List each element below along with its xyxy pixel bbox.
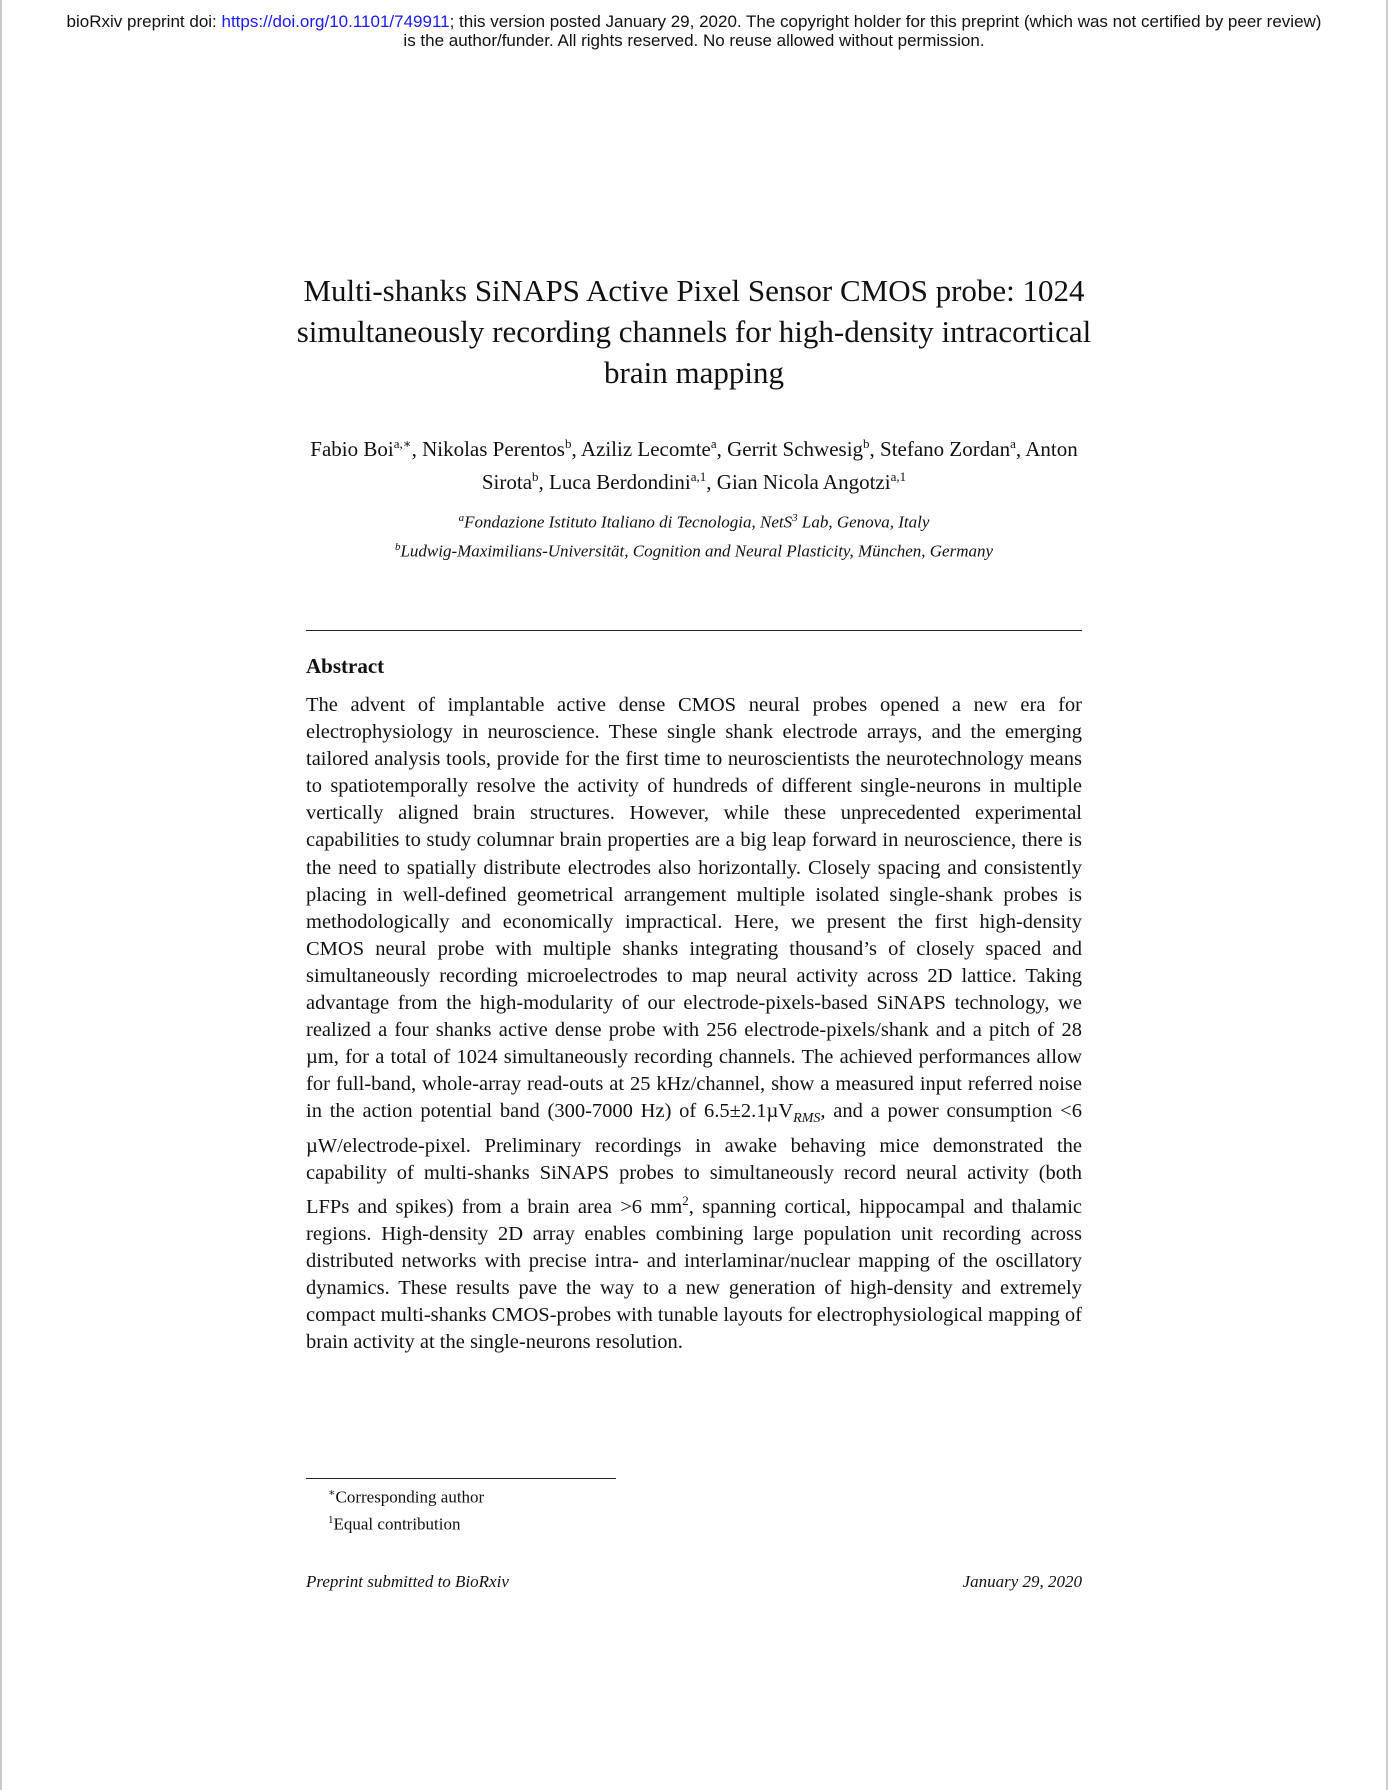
preprint-notice xyxy=(60,12,1328,50)
notice-text: ; this version posted January 29, 2020. The copyright holder for this preprint (which was not certified by peer review) is the author/funder. All rights reserved. No reuse allowed without permission. xyxy=(403,12,1322,50)
notice-prefix: bioRxiv preprint doi: xyxy=(66,12,222,31)
affiliations xyxy=(270,506,1118,563)
affiliation-b: $^b$Ludwig-Maximilians-Universität, Cognition and Neural Plasticity, München, Germany xyxy=(394,540,994,561)
affiliation-a: $^a$Fondazione Istituto Italiano di Tecnologia, NetS$^3$ Lab, Genova, Italy xyxy=(458,512,930,532)
paper-title: Multi-shanks SiNAPS Active Pixel Sensor CMOS probe: 1024 simultaneously recording channels for high-density intracortical brain mapping xyxy=(296,273,1092,390)
doi-link[interactable]: https://doi.org/10.1101/749911 xyxy=(221,12,450,31)
footnote-rule xyxy=(306,1478,616,1479)
footer-submission: Preprint submitted to BioRxiv xyxy=(306,1572,509,1591)
author: Stefano Zordan$^a$, xyxy=(880,436,1026,461)
footnote-equal: $^1$Equal contribution xyxy=(328,1513,461,1534)
author: Gerrit Schwesig$^b$, xyxy=(727,436,881,461)
abstract-text: The advent of implantable active dense CMOS neural probes opened a new era for electrophysiology in neuroscience. These single shank electrode arrays, and the emerging tailored analysis tools, provide for the first time to neuroscientists the neurotechnology means to spatiotemporally resolve the activity of hundreds of different single-neurons in multiple vertically aligned brain structures. However, while these unprecedented experimental capabilities to study columnar brain properties are a big leap forward in neuroscience, there is the need to spatially distribute electrodes also horizontally. Closely spacing and consistently placing in well-defined geometrical arrangement multiple isolated single-shank probes is methodologically and economically impractical. Here, we present the first high-density CMOS neural probe with multiple shanks integrating thousand’s of closely spaced and simultaneously recording microelectrodes to map neural activity across 2D lattice. Taking advantage from the high-modularity of our electrode-pixels-based SiNAPS technology, we realized a four shanks active dense probe with 256 electrode-pixels/shank and a pitch of 28 µm, for a total of 1024 simultaneously recording channels. The achieved performances allow for full-band, whole-array read-outs at 25 kHz/channel, show a measured input referred noise in the action potential band (300-7000 Hz) of 6.5±2.1µV$_{RMS}$, and a power consumption <6 µW/electrode-pixel. Preliminary recordings in awake behaving mice demonstrated the capability of multi-shanks SiNAPS probes to simultaneously record neural activity (both LFPs and spikes) from a brain area >6 $mm^2$, spanning cortical, hippocampal and thalamic regions. High-density 2D array enables combining large population unit recording across distributed networks with precise intra- and interlaminar/nuclear mapping of the oscillatory dynamics. These results pave the way to a new generation of high-density and extremely compact multi-shanks CMOS-probes with tunable layouts for electrophysiological mapping of brain activity at the single-neurons resolution. xyxy=(306,694,1083,1354)
author: Fabio Boi$^{a,∗}$, xyxy=(310,436,423,461)
author: Gian Nicola Angotzi$^{a,1}$ xyxy=(716,469,907,494)
footnotes xyxy=(328,1482,828,1535)
footer-date: January 29, 2020 xyxy=(962,1572,1082,1591)
author: Aziliz Lecomte$^a$, xyxy=(580,436,728,461)
page-edge-left xyxy=(0,0,2,1790)
footnote-corresponding: ∗Corresponding author xyxy=(328,1487,485,1507)
author: Luca Berdondini$^{a,1}$, xyxy=(549,469,717,494)
author: Nikolas Perentos$^b$, xyxy=(422,436,581,461)
abstract-heading: Abstract xyxy=(306,654,385,678)
author-list xyxy=(300,430,1088,496)
author: Anton Sirota$^b$, xyxy=(481,437,1078,494)
header-rule xyxy=(306,630,1082,631)
